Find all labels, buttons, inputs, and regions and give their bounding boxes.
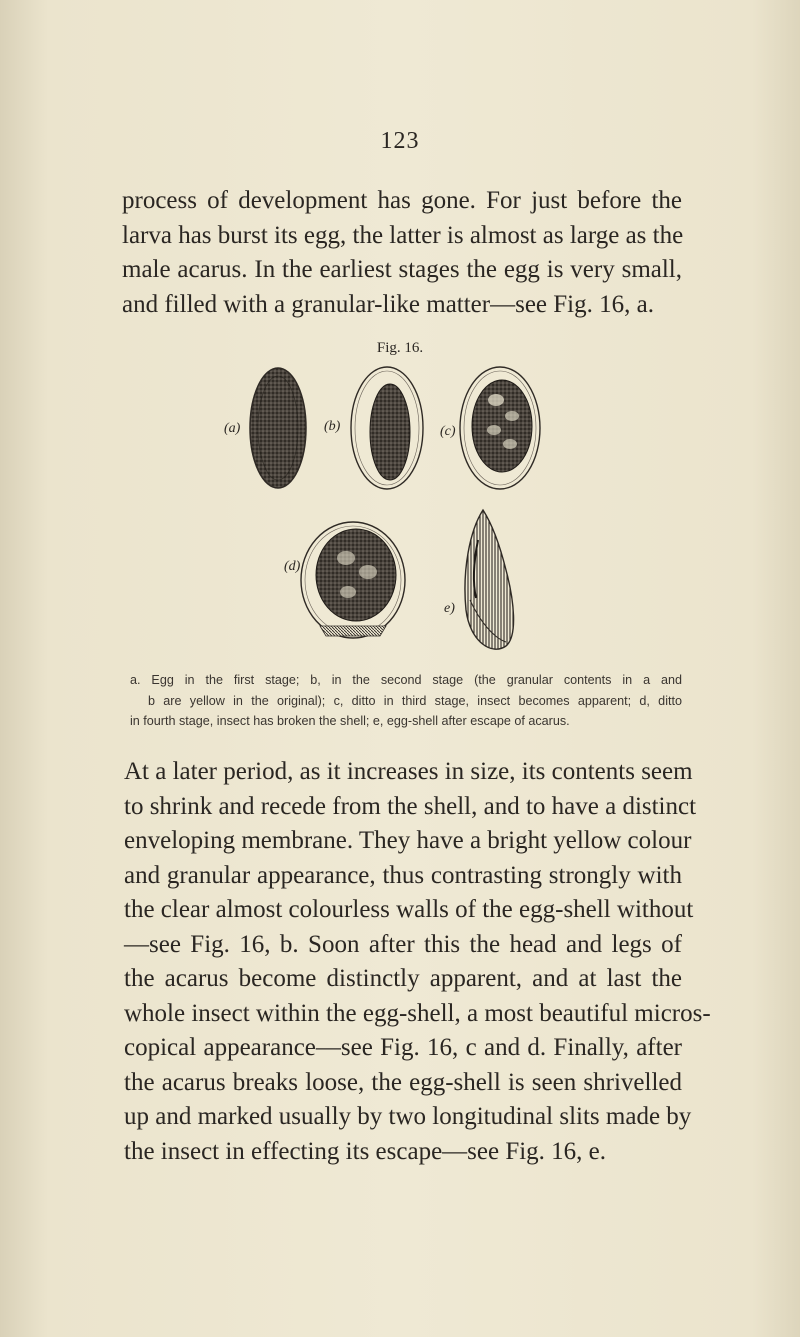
text-line: At a later period, as it increases in size, its contents seem [124,758,693,785]
figure-title: Fig. 16. [376,340,424,356]
caption-line: in fourth stage, insect has broken the shell; e, egg-shell after escape of acarus. [130,714,570,728]
figure-label-c: (c) [440,424,456,439]
text-line: up and marked usually by two longitudinal slits made by [124,1103,692,1130]
caption-line: b are yellow in the original); c, ditto in third stage, insect becomes apparent; d, ditto [148,693,682,708]
paragraph-main [124,755,711,1169]
egg-b-contents-icon [370,384,410,480]
text-line: and filled with a granular-like matter—see Fig. 16, a. [122,290,654,318]
figure-caption [130,670,682,732]
page-number: 123 [380,128,420,154]
text-line: —see Fig. 16, b. Soon after this the head and legs of [124,930,682,958]
text-line: whole insect within the egg-shell, a most beautiful micros- [124,999,711,1027]
figure-label-a: (a) [224,421,241,436]
text-line: process of development has gone. For just before the [122,187,682,214]
text-line: and granular appearance, thus contrasting strongly with [124,861,682,889]
text-line: the acarus breaks loose, the egg-shell is seen shrivelled [124,1068,682,1096]
text-line: to shrink and recede from the shell, and to have a distinct [124,792,697,820]
figure-16-illustration [200,360,640,660]
egg-d-insect-icon [316,529,396,621]
figure-label-e: e) [444,601,455,616]
paragraph-intro [122,184,682,322]
caption-line: a. Egg in the first stage; b, in the second stage (the granular contents in a and [130,673,682,687]
text-line: the insect in effecting its escape—see Fig. 16, e. [124,1137,607,1165]
egg-e-shell-icon [465,510,514,649]
text-line: copical appearance—see Fig. 16, c and d. Finally, after [124,1034,682,1061]
text-line: the acarus become distinctly apparent, and at last the [124,965,682,992]
text-line: the clear almost colourless walls of the egg-shell without [124,896,694,923]
egg-c-insect-icon [472,380,532,472]
text-line: enveloping membrane. They have a bright yellow colour [124,827,692,854]
text-line: larva has burst its egg, the latter is almost as large as the [122,221,684,249]
text-line: male acarus. In the earliest stages the egg is very small, [122,256,682,283]
figure-label-b: (b) [324,419,341,434]
figure-label-d: (d) [284,559,301,574]
